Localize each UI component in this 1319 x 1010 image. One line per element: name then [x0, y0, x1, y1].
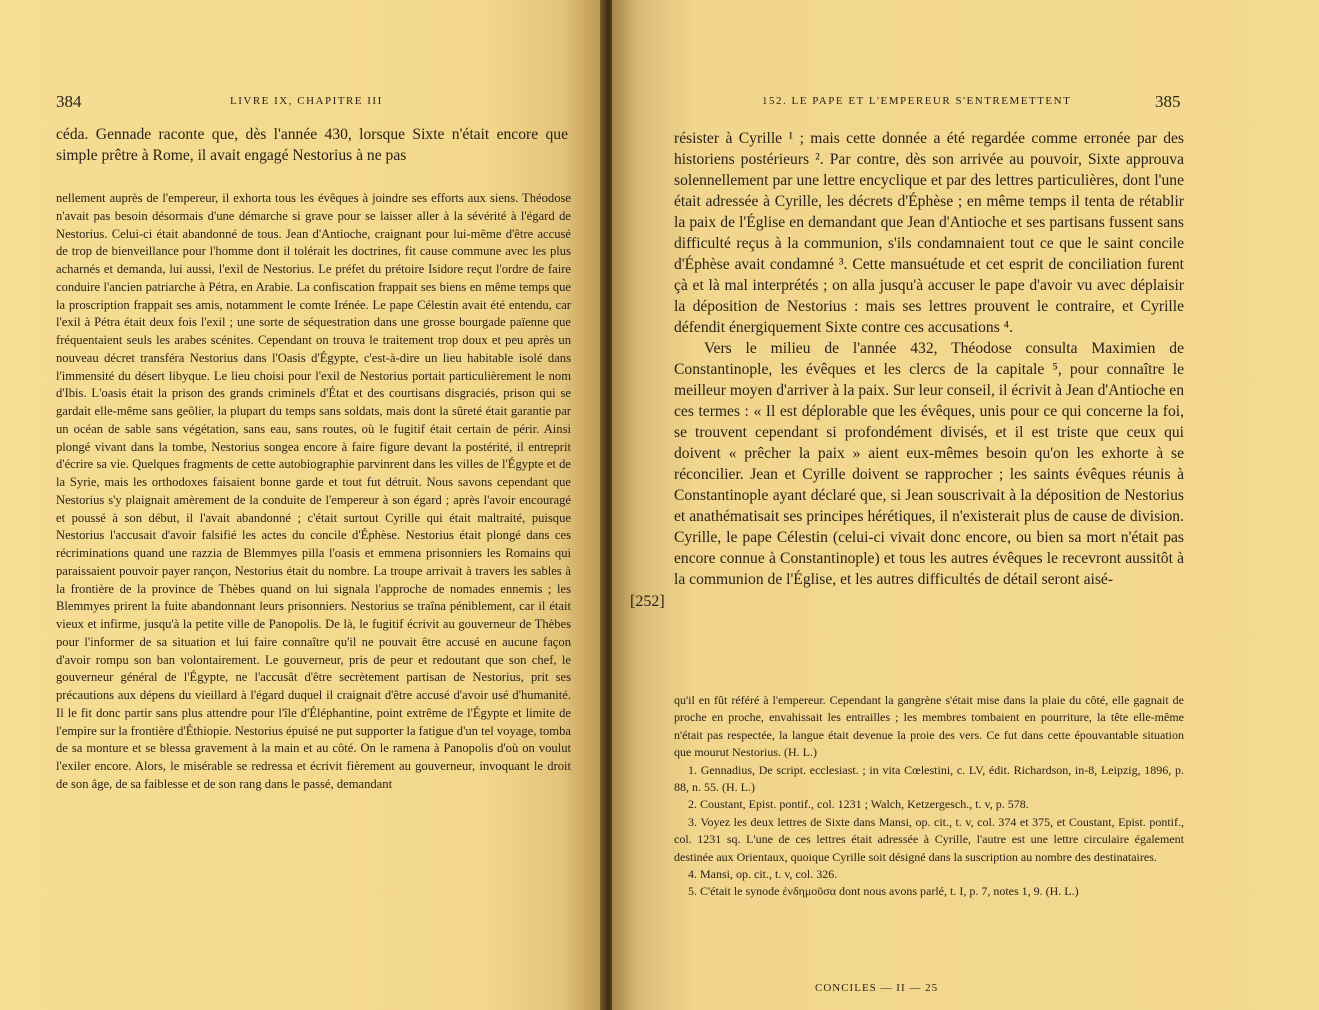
footnote-5: 5. C'était le synode ἐνδημοῦσα dont nous avons parlé, t. I, p. 7, notes 1, 9. (H. L.)	[688, 884, 1079, 899]
note-continuation: qu'il en fût référé à l'empereur. Cependant la gangrène s'était mise dans la plaie du côté, elle gagnait de proche en proche, envahissait les entrailles ; les membres tombaient en pourriture, la tête elle-même n'était pas respectée, la langue était devenue la proie des vers. Ce fut dans cette épouvantable situation que mourut Nestorius. (H. L.)	[674, 693, 1184, 760]
footnote-4: 4. Mansi, op. cit., t. v, col. 326.	[688, 867, 838, 882]
footnote-2: 2. Coustant, Epist. pontif., col. 1231 ; Walch, Ketzergesch., t. v, p. 578.	[688, 797, 1029, 812]
note-text: nellement auprès de l'empereur, il exhorta tous les évêques à joindre ses efforts aux siens. Théodose n'avait pas besoin désormais d'une démarche si grave pour se laisser aller à la sévérité à l'égard de Nestorius. Celui-ci était abandonné de tous. Jean d'Antioche, craignant pour lui-même d'être accusé de trop de bienveillance pour l'homme dont il tolérait les doctrines, fit cause commune avec les plus acharnés et demanda, lui aussi, l'exil de Nestorius. Le préfet du prétoire Isidore reçut l'ordre de faire conduire l'ancien patriarche à Pétra, en Arabie. La confiscation frappait ses biens en même temps que la proscription frappait ses amis, notamment le comte Irénée. Le pape Célestin avait été entendu, car l'exil à Pétra était deux fois l'exil ; une sorte de séquestration dans une grosse bourgade païenne que fréquentaient seuls les arabes scénites. Cependant on trouva le traitement trop doux et peu après un nouveau décret transféra Nestorius dans l'Oasis d'Égypte, c'est-à-dire un lieu habitable isolé dans l'immensité du désert libyque. Le lieu choisi pour l'exil de Nestorius portait particulièrement le nom d'Ibis. L'oasis était la prison des grands criminels d'État et des courtisans disgraciés, prison qui se gardait elle-même sans geôlier, la plupart du temps sans soldats, mais dont la sûreté était garantie par un océan de sable sans végétation, sans eau, sans routes, où le fugitif était certain de périr. Ainsi plongé vivant dans la tombe, Nestorius songea encore à faire figure devant la postérité, il entreprit d'écrire sa vie. Quelques fragments de cette autobiographie parvinrent dans les villes de l'Égypte et de la Syrie, mais les orthodoxes faisaient bonne garde et tout fut détruit. Nous savons cependant que Nestorius s'y plaignait amèrement de la conduite de l'empereur à son égard ; après l'avoir encouragé et poussé à son début, il l'avait abandonné ; c'était surtout Cyrille qui était maltraité, puisque Nestorius l'accusait d'avoir falsifié les actes du concile d'Éphèse. Nestorius était plongé dans ces récriminations quand une razzia de Blemmyes pilla l'oasis et emmena prisonniers les Romains qui paraissaient pouvoir payer rançon, Nestorius était du nombre. La troupe arrivait à travers les sables à la frontière de la province de Thèbes quand on lui signala l'approche de nomades ennemis ; les Blemmyes prirent la fuite abandonnant leurs prisonniers. Nestorius se traîna péniblement, car il était vieux et infirme, jusqu'à la petite ville de Panopolis. De là, le fugitif écrivit au gouverneur de Thèbes pour l'informer de sa situation et lui faire connaître qu'il ne pouvait être accusé en aucune façon d'avoir rompu son ban volontairement. Le gouverneur, pris de peur et redoutant que son chef, le gouverneur général de l'Égypte, ne l'accusât d'être secrètement partisan de Nestorius, prit ses précautions aux dépens du vieillard à l'égard duquel il craignait d'être accusé d'avoir usé d'humanité. Il le fit donc partir sans plus attendre pour l'île d'Éléphantine, point extrême de l'Égypte et limite de l'empire sur la frontière d'Éthiopie. Nestorius épuisé ne put supporter la fatigue d'un tel voyage, tomba de sa monture et se blessa gravement à la main et au côté. On le ramena à Panopolis d'où on voulut l'exiler encore. Alors, le misérable se redressa et écrivit fièrement au gouverneur, invoquant le droit de son âge, de sa faiblesse et de son rang dans le passé, demandant	[56, 191, 571, 791]
footnote-1: 1. Gennadius, De script. ecclesiast. ; in vita Cœlestini, c. LV, édit. Richardson, in-8, Leipzig, 1896, p. 88, n. 55. (H. L.)	[674, 762, 1184, 795]
signature-mark: CONCILES — II — 25	[815, 982, 939, 994]
right-page	[612, 0, 1319, 1010]
page-number: 385	[1155, 92, 1181, 111]
body-paragraphs	[674, 128, 1184, 590]
left-page	[0, 0, 604, 1010]
page-number: 384	[56, 92, 82, 111]
footnote-continuation	[56, 190, 571, 794]
body-paragraph-1: résister à Cyrille ¹ ; mais cette donnée a été regardée comme erronée par des historiens postérieurs ². Par contre, dès son arrivée au pouvoir, Sixte approuva solennellement par une lettre encyclique et par des lettres particulières, dont l'une était adressée à Cyrille, les décrets d'Éphèse ; en même temps il tenta de rétablir la paix de l'Église en demandant que Jean d'Antioche et ses partisans fussent sans difficulté reçus à la communion, s'ils condamnaient tout ce que le saint concile d'Éphèse avait condamné ³. Cette mansuétude et cet esprit de conciliation furent çà et là mal interprétés ; on alla jusqu'à accuser le pape d'avoir vu avec déplaisir la déposition de Nestorius : mais ses lettres prouvent le contraire, et Cyrille défendit énergiquement Sixte contre ces accusations ⁴.	[674, 130, 1184, 336]
running-head: 152. LE PAPE ET L'EMPEREUR S'ENTREMETTENT	[762, 95, 1072, 107]
margin-reference: [252]	[630, 593, 665, 610]
body-paragraph-2: Vers le milieu de l'année 432, Théodose consulta Maximien de Constantinople, les évêques et les clercs de la capitale ⁵, pour connaître le meilleur moyen d'arriver à la paix. Sur leur conseil, il écrivit à Jean d'Antioche en ces termes : « Il est déplorable que les évêques, unis pour ce qui concerne la foi, se trouvent cependant si profondément divisés, et il est triste que ceux qui doivent « prêcher la paix » aient eux-mêmes besoin qu'on les exhorte à se réconcilier. Jean et Cyrille doivent se rapprocher ; les saints évêques réunis à Constantinople ayant déclaré que, si Jean souscrivait à la déposition de Nestorius et anathématisait ses principes hérétiques, il n'existerait plus de cause de division. Cyrille, le pape Célestin (celui-ci vivait donc encore, ou bien sa mort n'était pas encore connue à Constantinople) et tous les autres évêques le recevront aussitôt à la communion de l'Église, et les autres difficultés de détail seront aisé-	[674, 340, 1184, 588]
footnote-3: 3. Voyez les deux lettres de Sixte dans Mansi, op. cit., t. v, col. 374 et 375, et Coustant, Epist. pontif., col. 1231 sq. L'une de ces lettres était adressée à Cyrille, l'autre est une lettre circulaire également destinée aux Orientaux, quoique Cyrille soit désigné dans la suscription au nombre des destinataires.	[674, 814, 1184, 864]
running-head: LIVRE IX, CHAPITRE III	[230, 95, 383, 107]
body-text: céda. Gennade raconte que, dès l'année 430, lorsque Sixte n'était encore que simple prêtre à Rome, il avait engagé Nestorius à ne pas	[56, 126, 568, 164]
footnotes	[674, 692, 1184, 901]
body-paragraph	[56, 124, 568, 166]
